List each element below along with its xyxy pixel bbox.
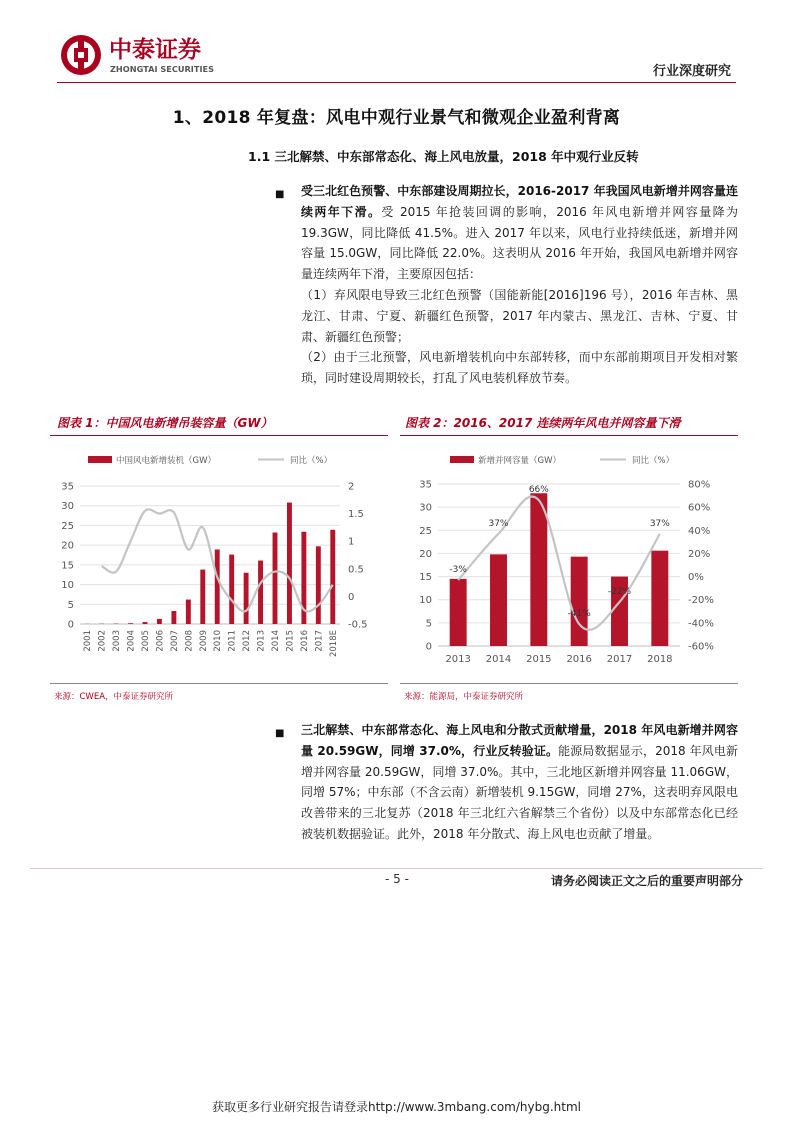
bar-2013 [258,561,263,624]
legend-bar-label: 新增并网容量（GW） [478,456,561,466]
legend-bar-swatch [88,456,112,463]
y-right-tick-label: 80% [688,479,711,491]
section-title: 1、2018 年复盘：风电中观行业景气和微观企业盈利背离 [172,108,621,128]
yoy-data-label: 37% [488,518,509,529]
page-number: - 5 - [385,872,409,886]
y-left-tick-label: 30 [419,502,432,514]
paragraph-1-item-1: （1）弃风限电导致三北红色预警（国能新能[2016]196 号），2016 年吉林、黑龙江、甘肃、宁夏、新疆红色预警，2017 年内蒙古、黑龙江、吉林、宁夏、甘肃、新疆红色预警； [301,287,738,344]
bar-2018 [651,551,668,646]
subsection-title: 1.1 三北解禁、中东部常态化、海上风电放量，2018 年中观行业反转 [248,149,639,164]
bar-2014 [273,533,278,624]
y-left-tick-label: 20 [61,540,74,552]
y-left-tick-label: 0 [67,619,74,631]
x-tick-label: 2012 [242,630,253,652]
yoy-data-label: -3% [449,565,467,576]
yoy-line [458,497,660,630]
paragraph-1 [301,181,738,389]
figure-2-title-rule [400,435,738,436]
y-right-tick-label: -0.5 [348,619,368,631]
x-tick-label: 2018 [647,654,673,665]
paragraph-1-lead: 受三北红色预警、中东部建设周期拉长，2016-2017 年我国风电新增并网容量连续两年下滑。 [301,184,738,219]
x-tick-label: 2005 [141,630,151,652]
y-right-tick-label: 60% [688,502,711,514]
figure-2-title: 图表 2：2016、2017 连续两年风电并网容量下滑 [405,416,681,430]
y-left-tick-label: 35 [419,479,432,491]
y-left-tick-label: 35 [61,481,74,493]
yoy-data-label: -22% [607,587,632,598]
x-tick-label: 2006 [155,630,166,652]
x-tick-label: 2007 [169,630,180,652]
bar-2013 [450,579,467,646]
y-right-tick-label: 2 [348,481,355,493]
figure-1-source: 来源：CWEA，中泰证券研究所 [54,692,174,702]
bar-2007 [171,611,176,624]
figure-2-bottom-rule [400,683,738,684]
bar-2006 [157,619,162,624]
bar-2017 [316,546,321,624]
x-tick-label: 2013 [256,630,267,652]
x-tick-label: 2015 [285,630,296,652]
x-tick-label: 2013 [445,654,471,665]
y-left-tick-label: 20 [419,548,432,560]
y-left-tick-label: 0 [425,641,432,653]
x-tick-label: 2004 [126,630,137,652]
y-left-tick-label: 25 [61,520,74,532]
figure-1-title: 图表 1：中国风电新增吊装容量（GW） [57,416,273,430]
header-divider [57,82,736,83]
company-logo [57,30,247,80]
paragraph-2 [301,720,738,841]
y-right-tick-label: -40% [688,618,714,630]
bar-2009 [200,570,205,624]
x-tick-label: 2002 [97,630,108,652]
x-tick-label: 2003 [112,630,123,652]
bar-2012 [244,573,249,624]
x-tick-label: 2009 [198,630,209,652]
x-tick-label: 2016 [299,630,310,652]
paragraph-2-body: 能源局数据显示，2018 年风电新增并网容量 20.59GW，同增 37.0%。其中，三北地区新增并网容量 11.06GW，同增 57%；中东部（不含云南）新增装机 9.15GW，同增 27%，这表明弃风限电改善带来的三北复苏（2018 年三北红六省解禁三个省份）以及中东部常态化已经被装机数据验证。此外，2018 年分散式、海上风电也贡献了增量。 [301,743,738,841]
paragraph-1-item-2: （2）由于三北预警，风电新增装机向中东部转移，而中东部前期项目开发相对繁琐，同时建设周期较长，打乱了风电装机释放节奏。 [301,350,738,386]
bar-2018E [330,530,335,624]
legend-line-label: 同比（%） [290,456,333,466]
figure-2-chart [400,442,740,682]
y-right-tick-label: 20% [688,548,711,560]
y-right-tick-label: 0.5 [348,564,364,576]
y-left-tick-label: 30 [61,501,74,513]
x-tick-label: 2017 [314,630,325,652]
y-left-tick-label: 25 [419,525,432,537]
disclaimer-text: 请务必阅读正文之后的重要声明部分 [550,874,743,888]
bar-2005 [143,622,148,624]
x-tick-label: 2017 [606,654,633,665]
x-tick-label: 2016 [566,654,592,665]
figure-1-title-rule [50,435,388,436]
bullet-square-icon: ■ [275,728,285,739]
figure-2-source: 来源：能源局，中泰证券研究所 [404,692,524,702]
y-left-tick-label: 10 [61,580,74,592]
x-tick-label: 2015 [526,654,552,665]
footer-divider [30,868,763,869]
logo-en-text: ZHONGTAI SECURITIES [110,64,214,74]
y-left-tick-label: 5 [67,599,74,611]
bar-2010 [215,549,220,624]
y-right-tick-label: 40% [688,525,711,537]
bullet-square-icon: ■ [275,189,285,200]
bar-2014 [490,554,507,646]
logo-cn-text: 中泰证券 [109,37,201,63]
paragraph-2-lead: 三北解禁、中东部常态化、海上风电和分散式贡献增量，2018 年风电新增并网容量 20.59GW，同增 37.0%，行业反转验证。 [301,723,738,758]
x-tick-label: 2018E [328,630,339,658]
y-right-tick-label: -60% [688,641,714,653]
x-tick-label: 2014 [485,654,512,665]
bar-2015 [287,503,292,624]
bar-2016 [571,557,588,646]
bar-2015 [530,493,547,646]
bar-2004 [128,623,133,624]
yoy-data-label: 37% [649,518,670,529]
x-tick-label: 2001 [83,630,94,652]
legend-line-label: 同比（%） [632,456,675,466]
x-tick-label: 2010 [213,630,224,652]
paragraph-1-body: 受 2015 年抢装回调的影响，2016 年风电新增并网容量降为 19.3GW，同比降低 41.5%。进入 2017 年以来，风电行业持续低迷，新增并网容量 15.0GW，同比降低 22.0%。这表明从 2016 年开始，我国风电新增并网容量连续两年下滑，主要原因包括： [301,204,738,282]
y-right-tick-label: 1.5 [348,509,364,521]
x-tick-label: 2011 [227,630,238,652]
y-left-tick-label: 15 [419,572,432,584]
yoy-data-label: -41% [567,609,591,620]
x-tick-label: 2014 [271,630,281,652]
yoy-data-label: 66% [528,485,549,496]
y-right-tick-label: 1 [348,536,355,548]
legend-bar-label: 中国风电新增装机（GW） [116,456,216,466]
legend-bar-swatch [450,456,474,463]
x-tick-label: 2008 [184,630,195,652]
y-right-tick-label: 0% [688,572,704,584]
y-left-tick-label: 10 [419,595,432,607]
bar-2008 [186,600,191,624]
report-type: 行业深度研究 [652,64,731,79]
figure-1-chart [50,442,390,682]
y-left-tick-label: 5 [425,618,432,630]
download-link-text[interactable]: 获取更多行业研究报告请登录http://www.3mbang.com/hybg.html [211,1100,581,1114]
y-right-tick-label: -20% [688,595,714,607]
bar-2011 [229,555,234,624]
logo-mark-icon [57,30,247,80]
y-left-tick-label: 15 [61,560,74,572]
y-right-tick-label: 0 [348,591,355,603]
figure-1-bottom-rule [50,683,388,684]
